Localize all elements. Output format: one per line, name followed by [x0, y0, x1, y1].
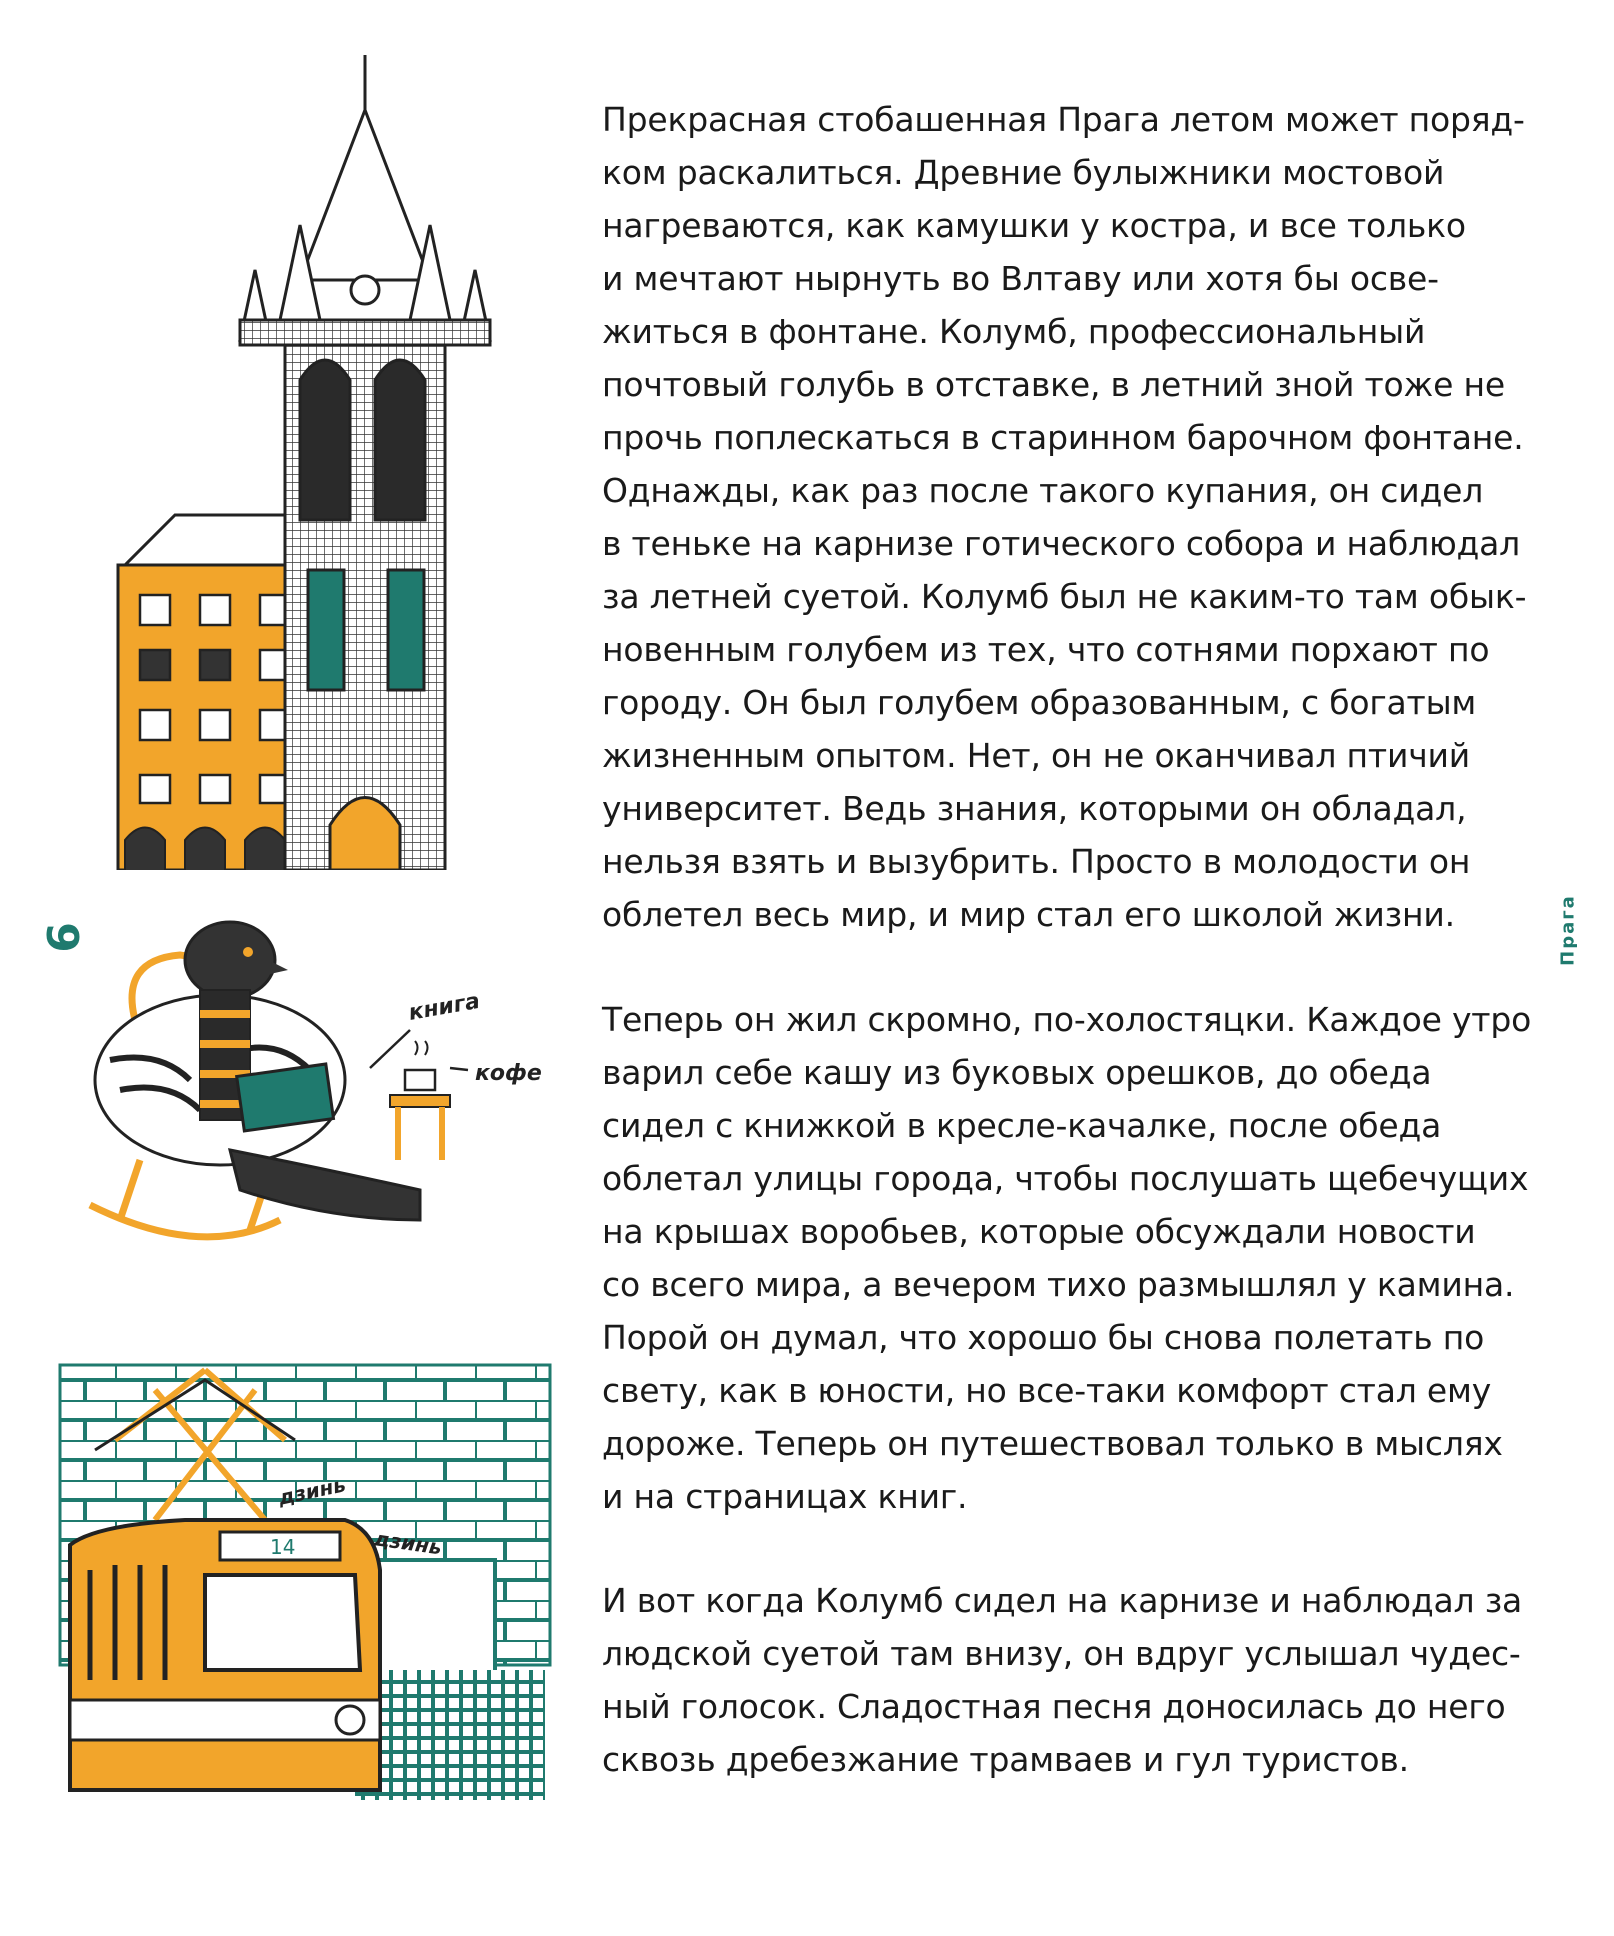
- tram-headlight: [336, 1706, 364, 1734]
- text-line: городу. Он был голубем образованным, с богатым: [602, 683, 1477, 722]
- text-line: и на страницах книг.: [602, 1477, 968, 1516]
- tram-sound-2: дзинь: [372, 1526, 444, 1560]
- pigeon-head: [185, 922, 275, 998]
- text-line: облетел весь мир, и мир стал его школой жизни.: [602, 895, 1455, 934]
- tram-illustration: [55, 1360, 555, 1810]
- text-line: почтовый голубь в отставке, в летний зной тоже не: [602, 365, 1505, 404]
- text-line: жизненным опытом. Нет, он не оканчивал птичий: [602, 736, 1470, 775]
- tower-spire: [300, 110, 430, 280]
- coffee-cup: [405, 1070, 435, 1090]
- text-line: Прекрасная стобашенная Прага летом может поряд-: [602, 100, 1525, 139]
- text-line: облетал улицы города, чтобы послушать щебечущих: [602, 1159, 1529, 1198]
- text-line: варил себе кашу из буковых орешков, до обеда: [602, 1053, 1432, 1092]
- paragraph-1: [602, 93, 1527, 941]
- text-line: людской суетой там внизу, он вдруг услышал чудес-: [602, 1634, 1521, 1673]
- text-line: нагреваются, как камушки у костра, и все только: [602, 206, 1466, 245]
- text-line: Однажды, как раз после такого купания, он сидел: [602, 471, 1484, 510]
- tower-illustration: [100, 50, 530, 870]
- text-line: житься в фонтане. Колумб, профессиональный: [602, 312, 1426, 351]
- text-line: прочь поплескаться в старинном барочном фонтане.: [602, 418, 1524, 457]
- text-line: дороже. Теперь он путешествовал только в мыслях: [602, 1424, 1503, 1463]
- text-line: И вот когда Колумб сидел на карнизе и наблюдал за: [602, 1581, 1523, 1620]
- text-line: сквозь дребезжание трамваев и гул туристов.: [602, 1740, 1409, 1779]
- text-line: нельзя взять и вызубрить. Просто в молодости он: [602, 842, 1471, 881]
- text-line: свету, как в юности, но все-таки комфорт стал ему: [602, 1371, 1492, 1410]
- text-line: на крышах воробьев, которые обсуждали новости: [602, 1212, 1476, 1251]
- tower-shutter-right: [388, 570, 424, 690]
- label-coffee: кофе: [475, 1061, 542, 1086]
- text-line: новенным голубем из тех, что сотнями порхают по: [602, 630, 1490, 669]
- tram-sound-1: дзинь: [276, 1472, 348, 1510]
- tower-shutter-left: [308, 570, 344, 690]
- text-line: со всего мира, а вечером тихо размышлял у камина.: [602, 1265, 1515, 1304]
- text-line: и мечтают нырнуть во Влтаву или хотя бы осве-: [602, 259, 1439, 298]
- paragraph-2: [602, 993, 1532, 1523]
- tram-windshield: [205, 1575, 360, 1670]
- text-line: Порой он думал, что хорошо бы снова полетать по: [602, 1318, 1485, 1357]
- cobblestones: [355, 1670, 545, 1800]
- text-line: ком раскалиться. Древние булыжники мостовой: [602, 153, 1445, 192]
- text-line: сидел с книжкой в кресле-качалке, после обеда: [602, 1106, 1442, 1145]
- text-line: за летней суетой. Колумб был не каким-то там обык-: [602, 577, 1527, 616]
- text-line: в теньке на карнизе готического собора и наблюдал: [602, 524, 1521, 563]
- text-line: ный голосок. Сладостная песня доносилась до него: [602, 1687, 1506, 1726]
- text-line: университет. Ведь знания, которыми он обладал,: [602, 789, 1467, 828]
- tram-number: 14: [270, 1535, 296, 1559]
- book: [237, 1064, 334, 1131]
- paragraph-3: [602, 1574, 1522, 1786]
- text-line: Теперь он жил скромно, по-холостяцки. Каждое утро: [602, 1000, 1532, 1039]
- page-number: 9: [35, 922, 87, 953]
- running-head-label: Прага: [1557, 894, 1579, 966]
- running-head: [1548, 890, 1588, 970]
- pigeon-illustration: [80, 920, 560, 1290]
- label-book: книга: [406, 988, 482, 1026]
